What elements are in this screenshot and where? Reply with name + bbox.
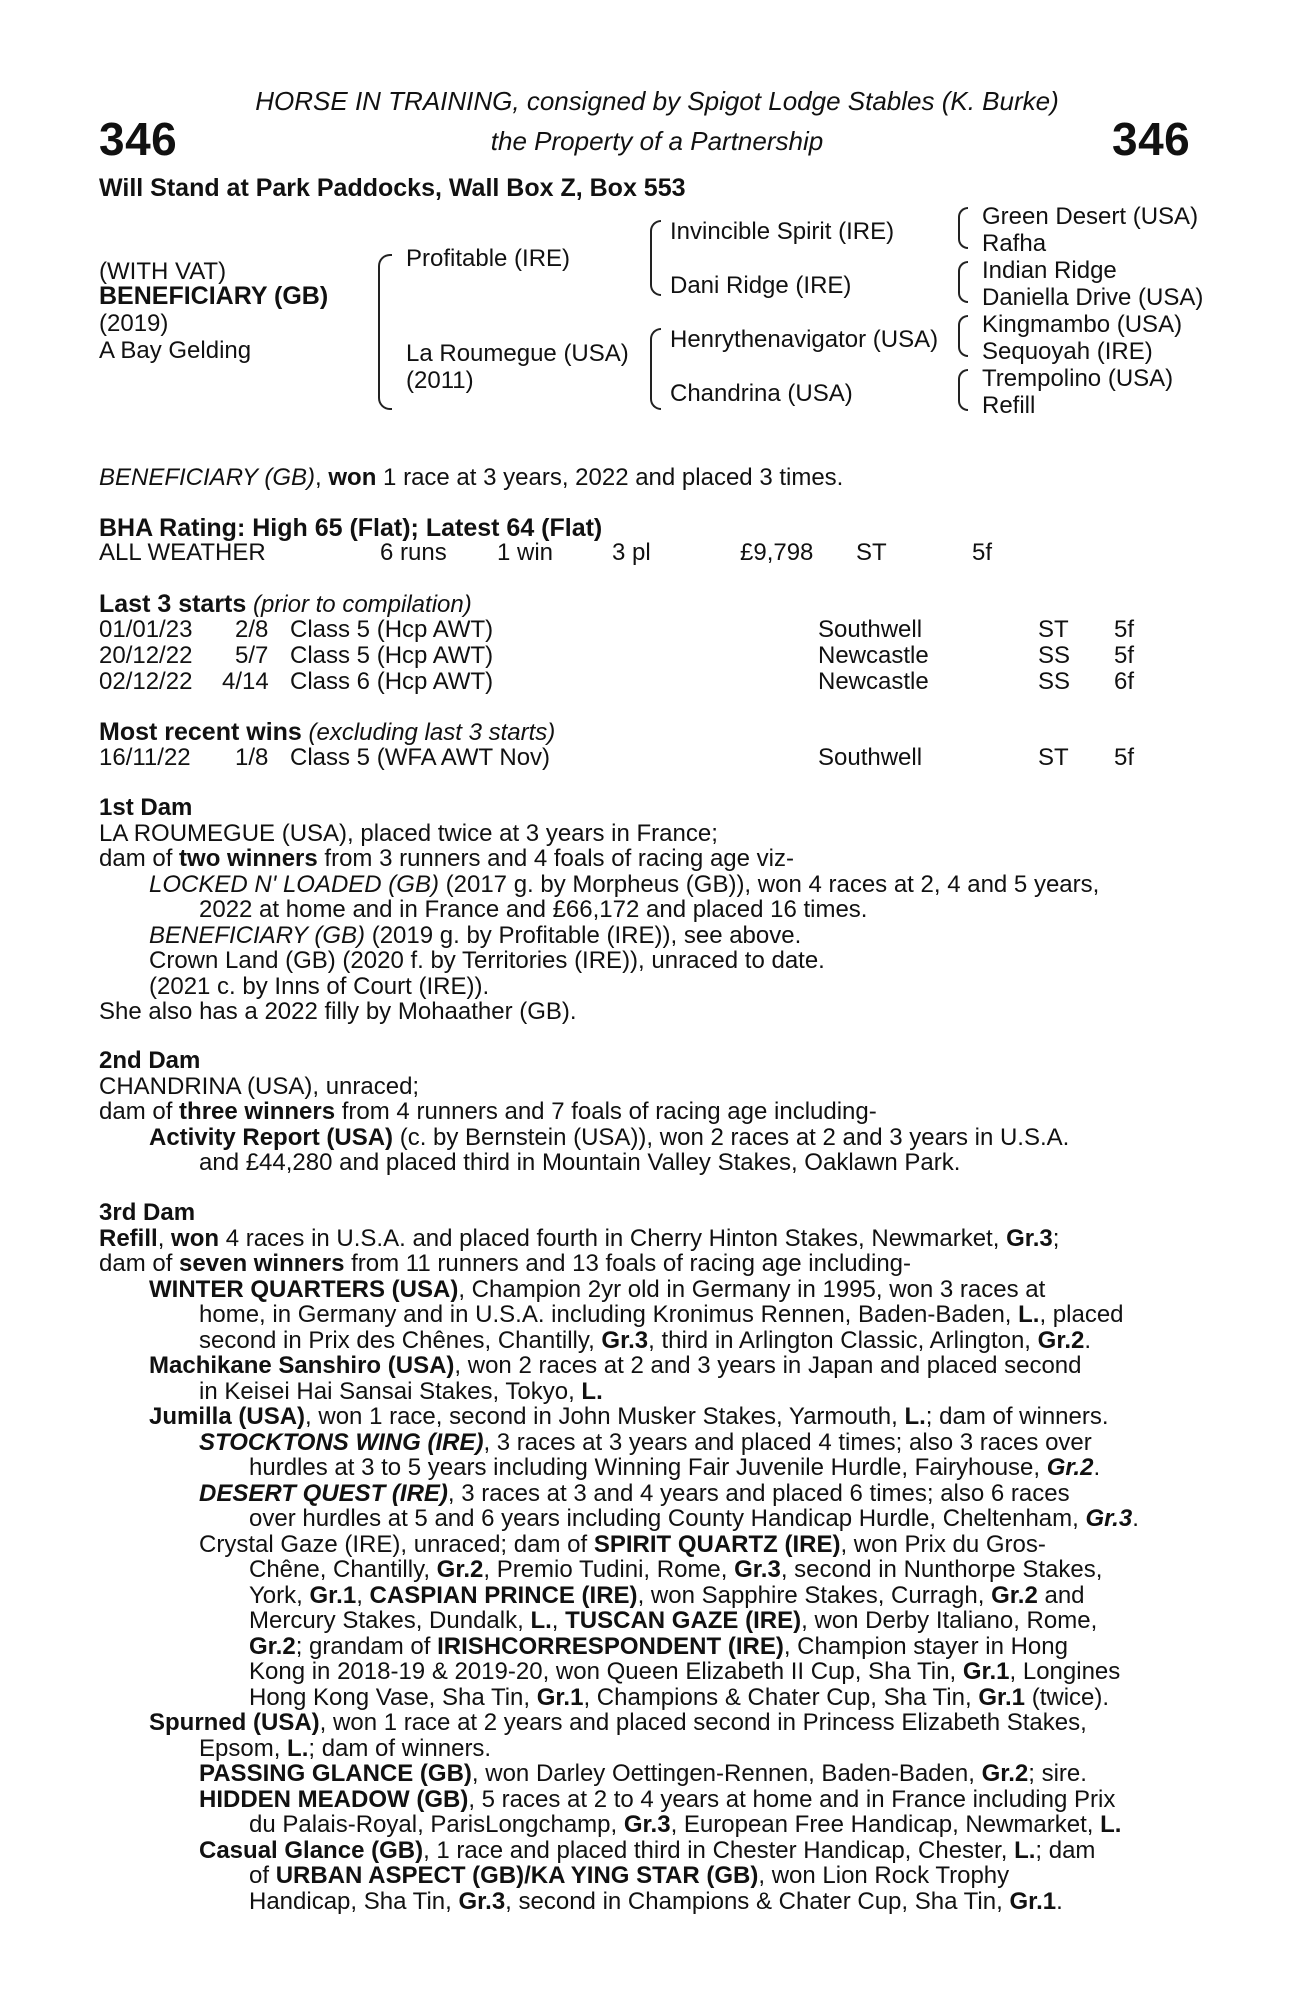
pedigree-brace-sire <box>650 220 661 296</box>
produce-entry-cont: Epsom, L.; dam of winners. <box>199 1734 492 1762</box>
pedigree-brace-g3 <box>958 315 968 357</box>
produce-entry: Jumilla (USA), won 1 race, second in John Musker Stakes, Yarmouth, L.; dam of winners. <box>149 1403 1109 1430</box>
grand-produce-entry: DESERT QUEST (IRE), 3 races at 3 and 4 years and placed 6 times; also 6 races <box>199 1479 1070 1507</box>
table-row <box>0 642 1314 668</box>
produce-entry: WINTER QUARTERS (USA), Champion 2yr old in Germany in 1995, won 3 races at <box>149 1275 1046 1303</box>
recent-wins-note: (excluding last 3 starts) <box>301 719 556 746</box>
table-row <box>0 744 1314 770</box>
rating-places: 3 pl <box>612 539 651 566</box>
produce-entry: Machikane Sanshiro (USA), won 2 races at 2 and 3 years in Japan and placed second <box>149 1352 1082 1379</box>
rating-wins: 1 win <box>497 539 554 566</box>
win-going: ST <box>1038 744 1069 771</box>
start-date: 02/12/22 <box>99 668 193 695</box>
grand-produce-entry: STOCKTONS WING (IRE), 3 races at 3 years and placed 4 times; also 3 races over <box>199 1428 1092 1456</box>
pedigree-brace-g4 <box>958 369 968 411</box>
produce-entry: Spurned (USA), won 1 race at 2 years and placed second in Princess Elizabeth Stakes, <box>149 1709 1087 1736</box>
summary-won: won <box>328 464 377 491</box>
produce-entry-cont: in Keisei Hai Sansai Stakes, Tokyo, L. <box>199 1377 603 1405</box>
pedigree-dam-sire: Henrythenavigator (USA) <box>670 326 939 353</box>
last-starts-note: (prior to compilation) <box>246 591 472 618</box>
summary-rest: 1 race at 3 years, 2022 and placed 3 times. <box>376 464 844 491</box>
start-going: SS <box>1038 668 1071 695</box>
start-position: 2/8 <box>235 616 269 643</box>
pedigree-ggp: Daniella Drive (USA) <box>982 284 1204 311</box>
foal-entry: (2021 c. by Inns of Court (IRE)). <box>149 972 490 1000</box>
table-row <box>0 616 1314 642</box>
start-distance: 5f <box>1114 616 1135 643</box>
lot-number-left: 346 <box>99 113 178 165</box>
pedigree-sire-dam: Dani Ridge (IRE) <box>670 272 852 299</box>
pedigree-ggp: Indian Ridge <box>982 257 1117 284</box>
start-course: Newcastle <box>818 668 929 695</box>
pedigree-dam-dam: Chandrina (USA) <box>670 380 853 407</box>
start-date: 20/12/22 <box>99 642 193 669</box>
grand-produce-entry: Crystal Gaze (IRE), unraced; dam of SPIRIT QUARTZ (IRE), won Prix du Gros- <box>199 1530 1046 1558</box>
pedigree-sire-sire: Invincible Spirit (IRE) <box>670 218 895 245</box>
produce-entry: Activity Report (USA) (c. by Bernstein (USA)), won 2 races at 2 and 3 years in U.S.A. <box>149 1123 1070 1151</box>
recent-wins-heading <box>99 718 555 747</box>
summary-name: BENEFICIARY (GB) <box>99 464 316 491</box>
recent-wins-title: Most recent wins <box>99 718 302 746</box>
grand-produce-entry: HIDDEN MEADOW (GB), 5 races at 2 to 4 years at home and in France including Prix <box>199 1785 1116 1813</box>
start-distance: 5f <box>1114 642 1135 669</box>
produce-entry-cont: second in Prix des Chênes, Chantilly, Gr.3, third in Arlington Classic, Arlington, Gr.2. <box>199 1326 1092 1354</box>
grand-produce-cont: Kong in 2018-19 & 2019-20, won Queen Elizabeth II Cup, Sha Tin, Gr.1, Longines <box>249 1658 1121 1685</box>
pedigree-dam: La Roumegue (USA) <box>406 340 629 367</box>
start-class: Class 5 (Hcp AWT) <box>290 642 494 669</box>
produce-entry-cont: and £44,280 and placed third in Mountain Valley Stakes, Oaklawn Park. <box>199 1149 961 1176</box>
rating-going: ST <box>856 539 887 566</box>
rating-earnings: £9,798 <box>740 539 814 566</box>
foal-entry: LOCKED N' LOADED (GB) (2017 g. by Morpheus (GB)), won 4 races at 2, 4 and 5 years, <box>149 870 1100 898</box>
start-position: 5/7 <box>235 642 269 669</box>
first-dam-section <box>99 795 1199 1025</box>
property-line: the Property of a Partnership <box>490 126 824 156</box>
pedigree-brace-dam <box>650 328 661 410</box>
third-dam-line: dam of seven winners from 11 runners and 13 foals of racing age including- <box>99 1250 912 1277</box>
first-dam-title: 1st Dam <box>99 794 193 821</box>
grand-produce-cont: hurdles at 3 to 5 years including Winning Fair Juvenile Hurdle, Fairyhouse, Gr.2. <box>249 1454 1101 1481</box>
grand-produce-entry: PASSING GLANCE (GB), won Darley Oettingen-Rennen, Baden-Baden, Gr.2; sire. <box>199 1760 1087 1787</box>
grand-produce-cont: Mercury Stakes, Dundalk, L., TUSCAN GAZE (IRE), won Derby Italiano, Rome, <box>249 1607 1098 1634</box>
win-course: Southwell <box>818 744 923 771</box>
grand-produce-cont: Chêne, Chantilly, Gr.2, Premio Tudini, Rome, Gr.3, second in Nunthorpe Stakes, <box>249 1556 1103 1583</box>
pedigree-ggp: Kingmambo (USA) <box>982 311 1183 338</box>
second-dam-section <box>99 1048 1199 1176</box>
grand-produce-entry: Casual Glance (GB), 1 race and placed third in Chester Handicap, Chester, L.; dam <box>199 1836 1096 1864</box>
pedigree-ggp: Green Desert (USA) <box>982 203 1199 230</box>
third-dam-title: 3rd Dam <box>99 1199 196 1226</box>
pedigree-ggp: Rafha <box>982 230 1047 257</box>
pedigree-ggp: Sequoyah (IRE) <box>982 338 1153 365</box>
start-going: ST <box>1038 616 1069 643</box>
rating-runs: 6 runs <box>380 539 447 566</box>
pedigree-sire: Profitable (IRE) <box>406 245 571 272</box>
grand-produce-cont: du Palais-Royal, ParisLongchamp, Gr.3, European Free Handicap, Newmarket, L. <box>249 1811 1122 1838</box>
pedigree-ggp: Trempolino (USA) <box>982 365 1174 392</box>
grand-produce-cont: Hong Kong Vase, Sha Tin, Gr.1, Champions & Chater Cup, Sha Tin, Gr.1 (twice). <box>249 1683 1110 1711</box>
second-dam-title: 2nd Dam <box>99 1047 201 1074</box>
consignment-line: HORSE IN TRAINING, consigned by Spigot Lodge Stables (K. Burke) <box>255 86 1059 116</box>
start-class: Class 6 (Hcp AWT) <box>290 668 494 695</box>
pedigree-dam-year: (2011) <box>406 367 474 394</box>
last-starts-heading <box>99 590 472 619</box>
third-dam-line: Refill, won 4 races in U.S.A. and placed fourth in Cherry Hinton Stakes, Newmarket, Gr.3; <box>99 1224 1060 1252</box>
first-dam-line: LA ROUMEGUE (USA), placed twice at 3 years in France; <box>99 819 718 847</box>
horse-name: BENEFICIARY (GB) <box>99 282 329 310</box>
start-going: SS <box>1038 642 1071 669</box>
first-dam-line: She also has a 2022 filly by Mohaather (GB). <box>99 998 577 1025</box>
horse-year: (2019) <box>99 310 169 337</box>
pedigree-brace-g1 <box>958 207 968 249</box>
third-dam-section <box>99 1200 1199 1914</box>
produce-entry-cont: home, in Germany and in U.S.A. including Kronimus Rennen, Baden-Baden, L., placed <box>199 1301 1124 1328</box>
pedigree-brace-main <box>378 254 392 410</box>
lot-number-right: 346 <box>1112 113 1191 165</box>
start-distance: 6f <box>1114 668 1135 695</box>
summary-sep: , <box>315 464 322 491</box>
foal-entry: BENEFICIARY (GB) (2019 g. by Profitable (IRE)), see above. <box>149 921 802 949</box>
start-position: 4/14 <box>222 668 269 695</box>
win-class: Class 5 (WFA AWT Nov) <box>290 744 551 771</box>
rating-surface: ALL WEATHER <box>99 539 266 566</box>
race-summary <box>99 464 843 492</box>
grand-produce-cont: York, Gr.1, CASPIAN PRINCE (IRE), won Sapphire Stakes, Curragh, Gr.2 and <box>249 1581 1085 1609</box>
win-position: 1/8 <box>235 744 269 771</box>
location-line: Will Stand at Park Paddocks, Wall Box Z, Box 553 <box>99 174 686 202</box>
grand-produce-cont: Handicap, Sha Tin, Gr.3, second in Champions & Chater Cup, Sha Tin, Gr.1. <box>249 1887 1063 1915</box>
first-dam-line: dam of two winners from 3 runners and 4 foals of racing age viz- <box>99 845 794 872</box>
start-class: Class 5 (Hcp AWT) <box>290 616 494 643</box>
start-course: Southwell <box>818 616 923 643</box>
last-starts-title: Last 3 starts <box>99 590 247 618</box>
grand-produce-cont: Gr.2; grandam of IRISHCORRESPONDENT (IRE), Champion stayer in Hong <box>249 1632 1068 1660</box>
pedigree-brace-g2 <box>958 261 968 303</box>
win-distance: 5f <box>1114 744 1135 771</box>
grand-produce-cont: of URBAN ASPECT (GB)/KA YING STAR (GB), won Lion Rock Trophy <box>249 1862 1010 1889</box>
second-dam-line: CHANDRINA (USA), unraced; <box>99 1072 420 1100</box>
grand-produce-cont: over hurdles at 5 and 6 years including County Handicap Hurdle, Cheltenham, Gr.3. <box>249 1505 1139 1532</box>
foal-entry-cont: 2022 at home and in France and £66,172 and placed 16 times. <box>199 896 868 923</box>
second-dam-line: dam of three winners from 4 runners and 7 foals of racing age including- <box>99 1098 877 1125</box>
start-course: Newcastle <box>818 642 929 669</box>
foal-entry: Crown Land (GB) (2020 f. by Territories (IRE)), unraced to date. <box>149 947 825 974</box>
rating-distance: 5f <box>972 539 993 566</box>
pedigree-ggp: Refill <box>982 392 1036 419</box>
win-date: 16/11/22 <box>99 744 191 771</box>
vat-label: (WITH VAT) <box>99 258 227 285</box>
horse-description: A Bay Gelding <box>99 337 252 364</box>
start-date: 01/01/23 <box>99 616 193 643</box>
table-row <box>0 668 1314 694</box>
rating-title: BHA Rating: High 65 (Flat); Latest 64 (Flat) <box>99 514 603 542</box>
